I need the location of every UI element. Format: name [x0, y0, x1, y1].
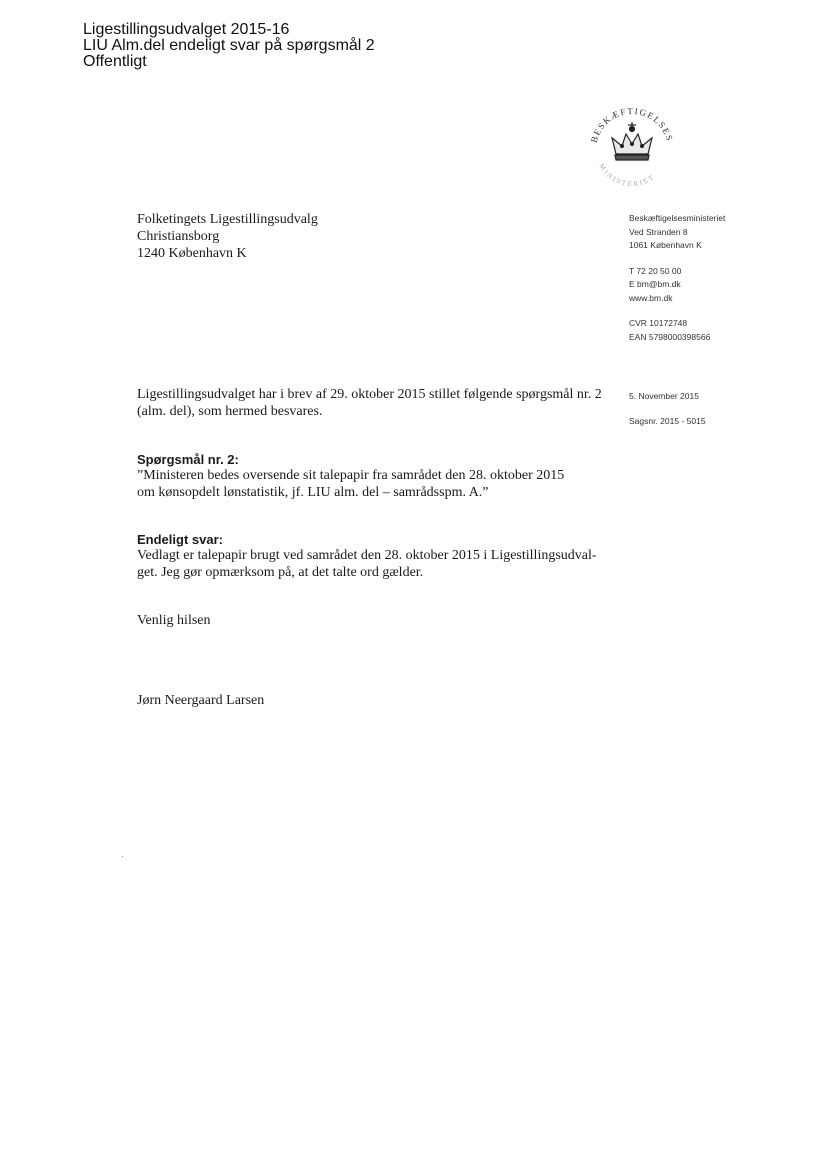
sender-phone: T 72 20 50 00 [629, 265, 682, 276]
svg-text:BESKÆFTIGELSES: BESKÆFTIGELSES [588, 105, 676, 144]
recipient-building: Christiansborg [137, 229, 220, 244]
intro-paragraph [137, 386, 607, 420]
recipient-address [137, 211, 318, 262]
header-subject: LIU Alm.del endeligt svar på spørgsmål 2 [83, 37, 375, 54]
letter-date: 5. November 2015 [629, 391, 699, 401]
closing-greeting: Venlig hilsen [137, 613, 211, 628]
signature-name: Jørn Neergaard Larsen [137, 693, 265, 708]
header-stamp [83, 22, 375, 70]
letter-meta [629, 390, 706, 428]
crown-icon [582, 100, 682, 192]
answer-heading: Endeligt svar: [137, 532, 223, 547]
sender-street: Ved Stranden 8 [629, 226, 688, 237]
intro-line: (alm. del), som hermed besvares. [137, 404, 323, 419]
sender-city: 1061 København K [629, 240, 702, 250]
sender-ean: EAN 5798000398566 [629, 331, 711, 342]
answer-line: get. Jeg gør opmærksom på, at det talte ord gælder. [137, 565, 424, 580]
ministry-seal-logo [582, 100, 682, 192]
svg-text:MINISTERIET: MINISTERIET [597, 162, 657, 189]
sender-name: Beskæftigelsesministeriet [629, 213, 726, 223]
question-line: ”Ministeren bedes oversende sit talepapir fra samrådet den 28. oktober 2015 [137, 468, 565, 483]
spacer [629, 253, 725, 265]
sender-contact-block [629, 212, 725, 344]
sender-cvr: CVR 10172748 [629, 318, 688, 328]
spacer [629, 305, 725, 317]
question-heading: Spørgsmål nr. 2: [137, 452, 239, 467]
sender-web: www.bm.dk [629, 292, 673, 303]
case-number: Sagsnr. 2015 - 5015 [629, 416, 706, 426]
scan-artifact [122, 856, 123, 857]
recipient-city: 1240 København K [137, 246, 247, 261]
intro-line: Ligestillingsudvalget har i brev af 29. oktober 2015 stillet følgende spørgsmål nr. 2 [137, 387, 602, 402]
question-section [137, 452, 607, 501]
sender-email: E bm@bm.dk [629, 279, 681, 289]
header-committee: Ligestillingsudvalget 2015-16 [83, 21, 290, 38]
answer-section [137, 532, 607, 581]
answer-line: Vedlagt er talepapir brugt ved samrådet den 28. oktober 2015 i Ligestillingsudval- [137, 548, 597, 563]
header-status: Offentligt [83, 53, 147, 70]
question-line: om kønsopdelt lønstatistik, jf. LIU alm. del – samrådsspm. A.” [137, 485, 489, 500]
recipient-name: Folketingets Ligestillingsudvalg [137, 212, 318, 227]
spacer [629, 403, 706, 415]
